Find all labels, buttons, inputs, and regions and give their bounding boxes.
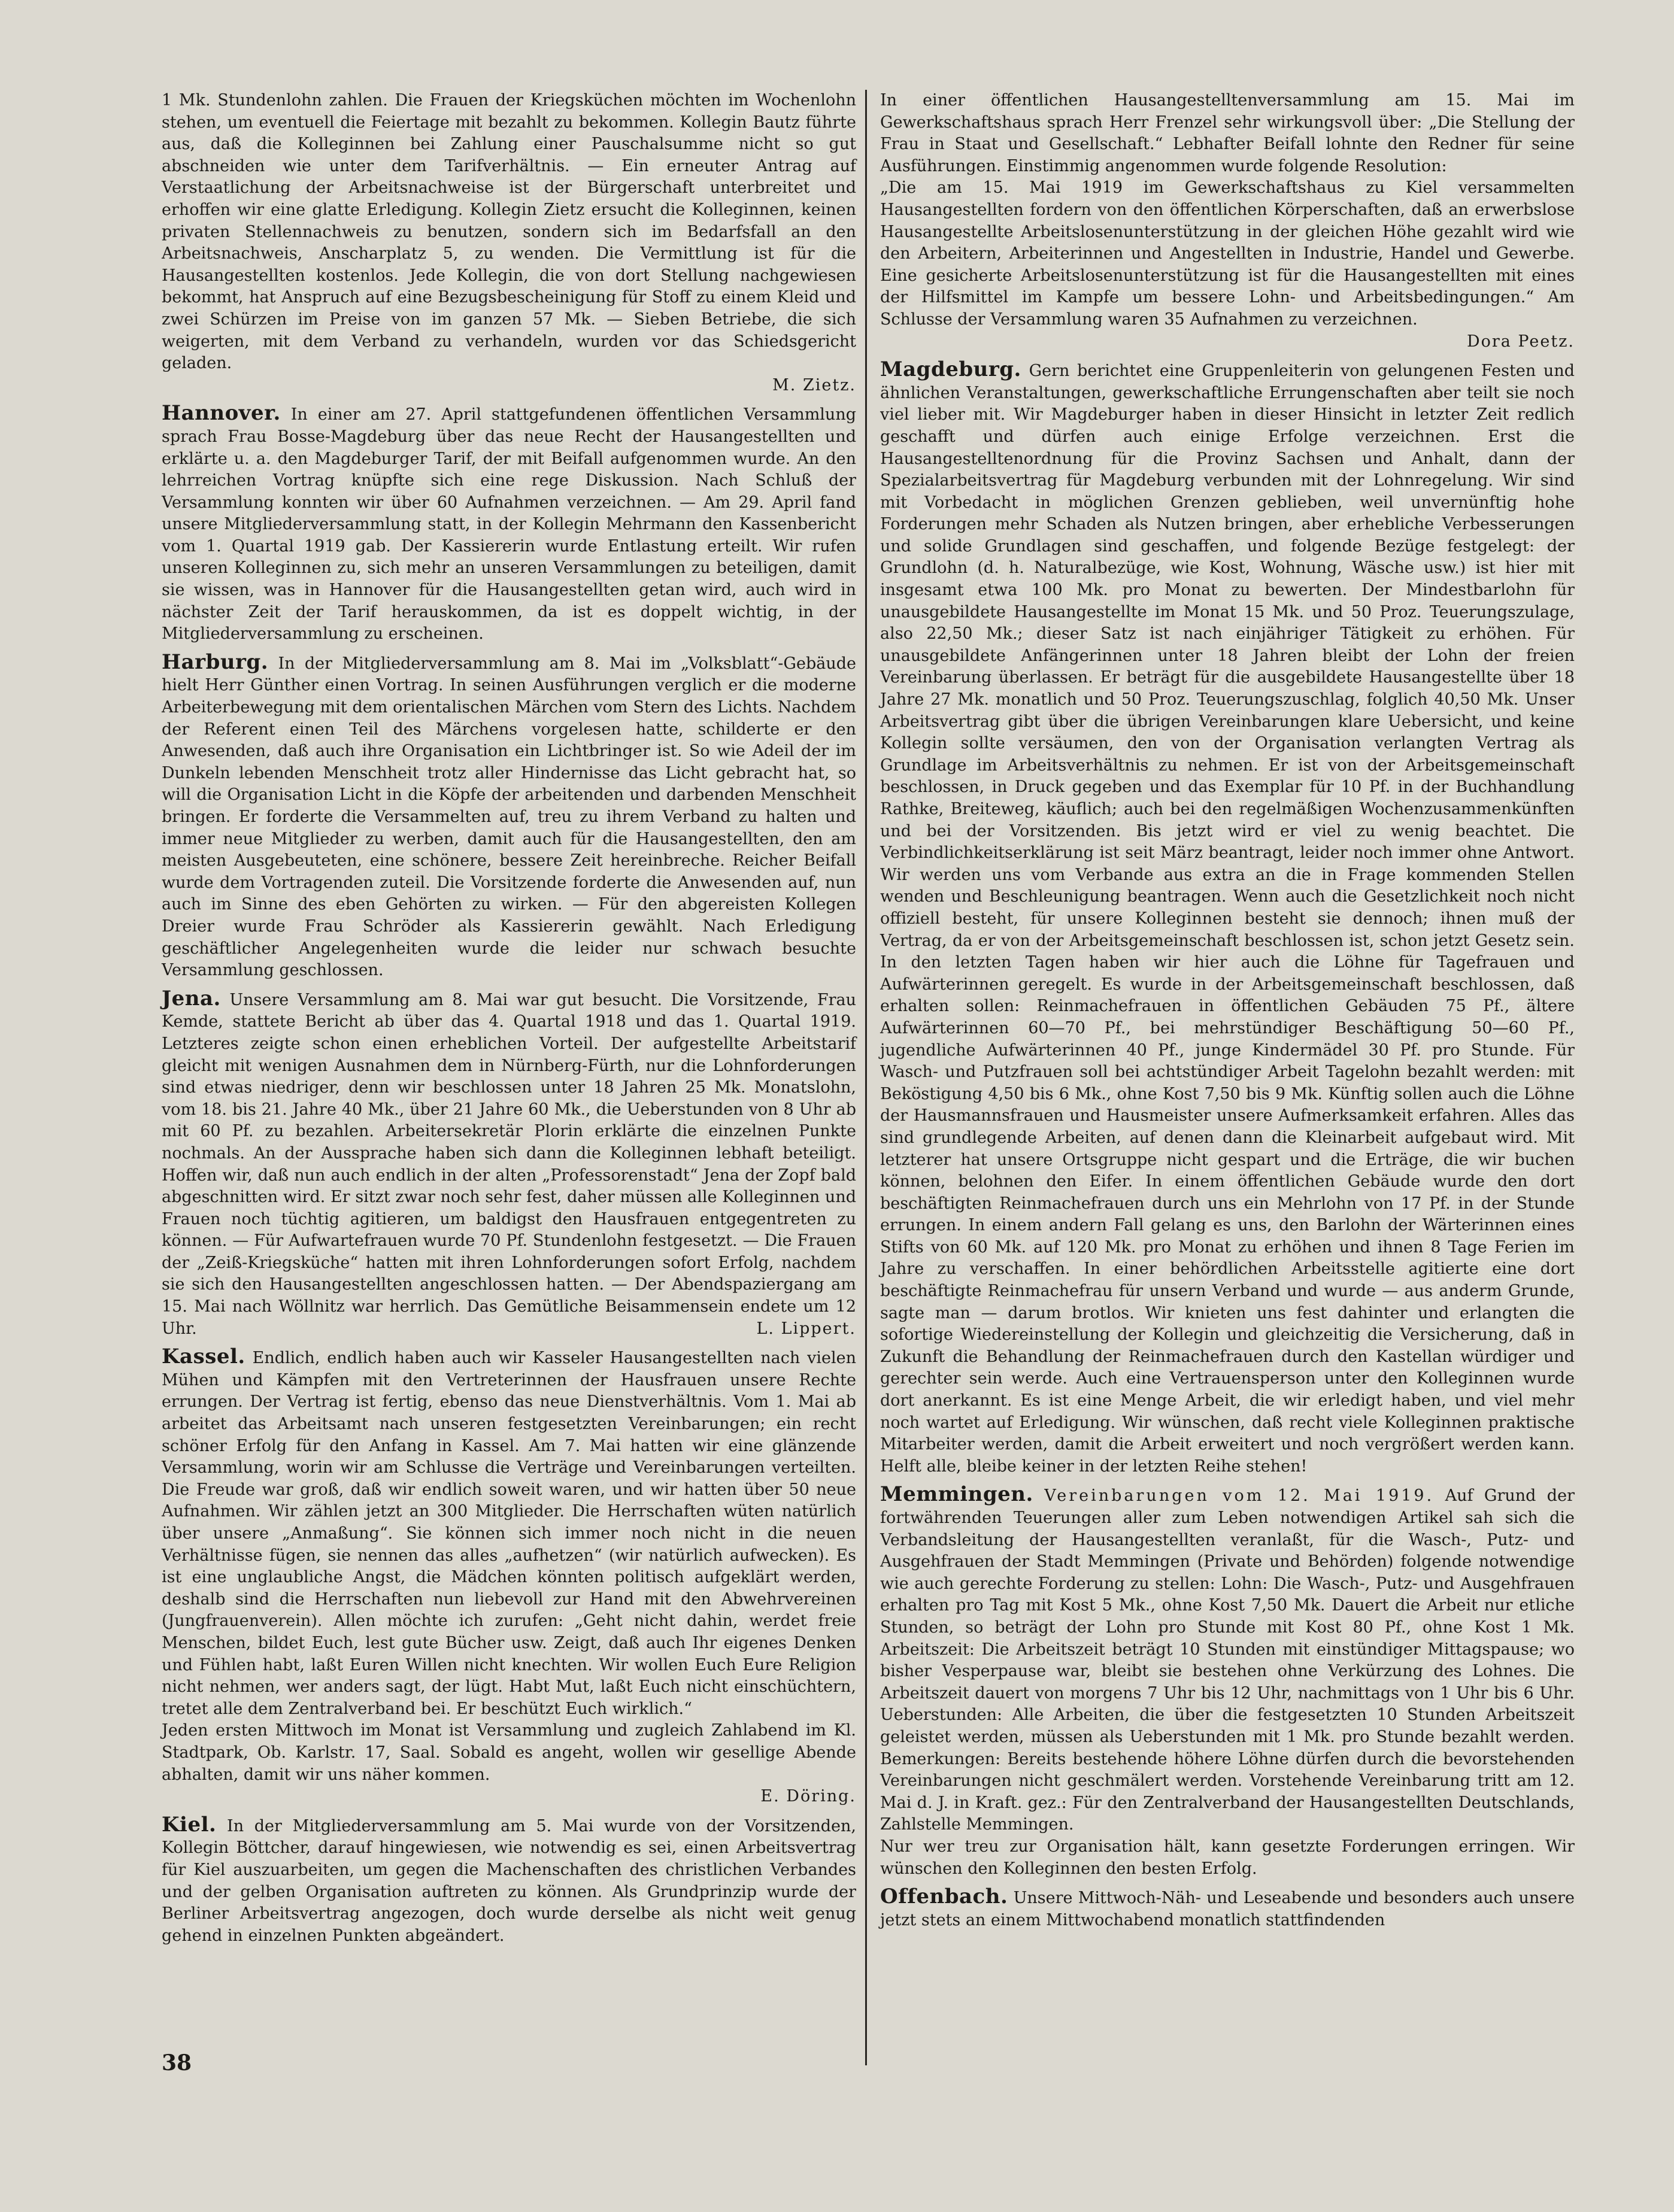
- article-heading: Kiel.: [162, 1812, 217, 1837]
- article-heading: Kassel.: [162, 1345, 245, 1369]
- article-text: Endlich, endlich haben auch wir Kasseler Hausangestellten nach vielen Mühen und Kämpfen mit den Vertreterinnen der Hausfrauen unsere Rechte errungen. Der Vertrag ist fertig, ebenso das neue Dienstverhältnis. Vom 1. Mai ab arbeitet das Arbeitsamt nach unseren festgesetzten Vereinbarungen; ein recht schöner Erfolg für den Anfang in Kassel. Am 7. Mai hatten wir eine glänzende Versammlung, worin wir am Schlusse die Verträge und Vereinbarungen verteilten. Die Freude war groß, daß wir endlich soweit waren, und wir hatten über 50 neue Aufnahmen. Wir zählen jetzt an 300 Mitglieder. Die Herrschaften wüten natürlich über unsere „Anmaßung“. Sie können sich immer noch nicht in die neuen Verhältnisse fügen, sie nennen das alles „aufhetzen“ (wir natürlich aufwecken). Es ist eine unglaubliche Angst, die Mädchen könnten politisch aufgeklärt werden, deshalb sind die Herrschaften nun liebevoll zur Hand mit den Abwehrvereinen (Jungfrauenverein). Allen möchte ich zurufen: „Geht nicht dahin, werdet freie Menschen, bildet Euch, lest gute Bücher usw. Zeigt, daß auch Ihr eigenes Denken und Fühlen habt, laßt Euren Willen nicht knechten. Wir wollen Euch Eure Religion nicht nehmen, wer anders sagt, der lügt. Habt Mut, laßt Euch nicht einschüchtern, tretet alle dem Zentralverband bei. Er beschützt Euch wirklich.“: [162, 1349, 856, 1718]
- left-column: [162, 90, 856, 1953]
- article-text: In einer öffentlichen Hausangestelltenversammlung am 15. Mai im Gewerkschaftshaus sprach Herr Frenzel sehr wirkungsvoll über: „Die Stellung der Frau in Staat und Gesellschaft.“ Lebhafter Beifall lohnte den Redner für seine Ausführungen. Einstimmig angenommen wurde folgende Resolution:: [880, 91, 1575, 175]
- author-signature: M. Zietz.: [772, 375, 856, 395]
- article-text: Nur wer treu zur Organisation hält, kann gesetzte Forderungen erringen. Wir wünschen den Kolleginnen den besten Erfolg.: [880, 1837, 1575, 1878]
- article-hamburg-continued: [162, 90, 856, 396]
- page-number: 38: [162, 2050, 192, 2076]
- article-offenbach: [880, 1886, 1575, 1931]
- article-heading: Jena.: [162, 986, 221, 1011]
- article-kassel: [162, 1346, 856, 1807]
- resolution-text: „Die am 15. Mai 1919 im Gewerkschaftshaus zu Kiel versammelten Hausangestellten fordern von den öffentlichen Körperschaften, daß an erwerbslose Hausangestellte Arbeitslosenunterstützung in der gleichen Höhe gezahlt wird wie den Arbeitern, Arbeiterinnen und Angestellten in Industrie, Handel und Gewerbe. Eine gesicherte Arbeitslosenunterstützung ist für die Hausangestellten mit eines der Hilfsmittel im Kampfe um bessere Lohn- und Arbeitsbedingungen.“ Am Schlusse der Versammlung waren 35 Aufnahmen zu verzeichnen.: [880, 178, 1575, 329]
- article-harburg: [162, 651, 856, 982]
- article-heading: Memmingen.: [880, 1482, 1033, 1507]
- article-heading: Magdeburg.: [880, 357, 1021, 382]
- article-heading: Hannover.: [162, 401, 281, 426]
- article-text: Jeden ersten Mittwoch im Monat ist Versammlung und zugleich Zahlabend im Kl. Stadtpark, Ob. Karlstr. 17, Saal. Sobald es angeht, wollen wir gesellige Abende abhalten, damit wir uns näher kommen.: [162, 1721, 856, 1784]
- right-column: [880, 90, 1575, 1937]
- article-heading: Offenbach.: [880, 1885, 1008, 1909]
- article-text: Unsere Mittwoch-Näh- und Leseabende und besonders auch unsere jetzt stets an einem Mittwochabend monatlich stattfindenden: [880, 1889, 1575, 1929]
- article-text: In der Mitgliederversammlung am 8. Mai im „Volksblatt“-Gebäude hielt Herr Günther einen Vortrag. In seinen Ausführungen verglich er die moderne Arbeiterbewegung mit dem orientalischen Märchen vom Stern des Lichts. Nachdem der Referent einen Teil des Märchens vorgelesen hatte, schilderte er den Anwesenden, daß auch ihre Organisation ein Lichtbringer ist. So wie Adeil der im Dunkeln lebenden Menschheit trotz aller Hindernisse das Licht gebracht hat, so will die Organisation Licht in die Köpfe der arbeitenden und darbenden Menschheit bringen. Er forderte die Versammelten auf, treu zu ihrem Verband zu halten und immer neue Mitglieder zu werben, damit auch für die Hausangestellten, den am meisten Ausgebeuteten, eine schönere, bessere Zeit hereinbreche. Reicher Beifall wurde dem Vortragenden zuteil. Die Vorsitzende forderte die Anwesenden auf, nun auch im Sinne des eben Gehörten zu wirken. — Für den abgereisten Kollegen Dreier wurde Frau Schröder als Kassiererin gewählt. Nach Erledigung geschäftlicher Angelegenheiten wurde die leider nur schwach besuchte Versammlung geschlossen.: [162, 654, 856, 980]
- article-text: In der Mitgliederversammlung am 5. Mai wurde von der Vorsitzenden, Kollegin Böttcher, darauf hingewiesen, wie notwendig es sei, einen Arbeitsvertrag für Kiel auszuarbeiten, um gegen die Machenschaften des christlichen Verbandes und der gelben Organisation auftreten zu können. Als Grundprinzip wurde der Berliner Arbeitsvertrag angezogen, doch wurde derselbe als nicht weit genug gehend in einzelnen Punkten abgeändert.: [162, 1816, 856, 1945]
- article-jena: [162, 988, 856, 1340]
- article-kiel: [162, 1814, 856, 1947]
- column-divider: [865, 90, 867, 2065]
- article-kiel-continued: [880, 90, 1575, 353]
- article-memmingen: [880, 1483, 1575, 1880]
- article-text: Gern berichtet eine Gruppenleiterin von gelungenen Festen und ähnlichen Veranstaltungen, gewerkschaftliche Errungenschaften aber teilt sie noch viel lieber mit. Wir Magdeburger haben in dieser Hinsicht in letzter Zeit redlich geschafft und dürfen auch einige Erfolge verzeichnen. Erst die Hausangestelltenordnung für die Provinz Sachsen und Anhalt, dann der Spezialarbeitsvertrag für Magdeburg verbunden mit der Lohnregelung. Wir sind mit Vorbedacht in möglichen Grenzen geblieben, weil unvernünftig hohe Forderungen mehr Schaden als Nutzen bringen, aber erhebliche Verbesserungen und solide Grundlagen sind geschaffen, und folgende Bezüge festgelegt: der Grundlohn (d. h. Naturalbezüge, wie Kost, Wohnung, Wäsche usw.) ist hier mit insgesamt etwa 100 Mk. pro Monat zu bewerten. Der Mindestbarlohn für unausgebildete Hausangestellte im Monat 15 Mk. und 50 Proz. Teuerungszulage, also 22,50 Mk.; dieser Satz ist nach einjähriger Tätigkeit zu erhöhen. Für unausgebildete Anfängerinnen unter 18 Jahren bleibt der Lohn der freien Vereinbarung überlassen. Er beträgt für die ausgebildete Hausangestellte über 18 Jahre 27 Mk. monatlich und 50 Proz. Teuerungszuschlag, folglich 40,50 Mk. Unser Arbeitsvertrag gibt über die übrigen Vereinbarungen klare Uebersicht, und keine Kollegin sollte versäumen, den von der Organisation verlangten Vertrag als Grundlage im Arbeitsverhältnis zu nehmen. Er ist von der Arbeitsgemeinschaft beschlossen, in Druck gegeben und das Exemplar für 10 Pf. in der Buchhandlung Rathke, Breiteweg, käuflich; auch bei den regelmäßigen Wochenzusammenkünften und bei der Vorsitzenden. Bis jetzt wird er viel zu wenig beachtet. Die Verbindlichkeitserklärung ist seit März beantragt, leider noch immer ohne Antwort. Wir werden uns vom Verbande aus extra an die in Frage kommenden Stellen wenden und Beschleunigung beantragen. Wenn auch die Gesetzlichkeit noch nicht offiziell besteht, für unsere Kolleginnen besteht sie dennoch; ihnen muß der Vertrag, da er von der Arbeitsgemeinschaft beschlossen ist, schon jetzt Gesetz sein. In den letzten Tagen haben wir hier auch die Löhne für Tagefrauen und Aufwärterinnen geregelt. Es wurde in der Arbeitsgemeinschaft beschlossen, daß erhalten sollen: Reinmachefrauen in öffentlichen Gebäuden 75 Pf., ältere Aufwärterinnen 60—70 Pf., bei mehrstündiger Beschäftigung 50—60 Pf., jugendliche Aufwärterinnen 40 Pf., junge Kindermädel 30 Pf. pro Stunde. Für Wasch- und Putzfrauen soll bei achtstündiger Arbeit Tagelohn bezahlt werden: mit Beköstigung 4,50 bis 6 Mk., ohne Kost 7,50 bis 9 Mk. Künftig sollen auch die Löhne der Hausmannsfrauen und Hausmeister unsere Aufmerksamkeit erfahren. Alles das sind grundlegende Arbeiten, auf denen dann die Kleinarbeit aufgebaut wird. Mit letzterer hat unsere Ortsgruppe nicht gespart und die Erträge, die wir buchen können, belohnen den Eifer. In einem öffentlichen Gebäude wurde den dort beschäftigten Reinmachefrauen durch uns ein Mehrlohn von 17 Pf. in der Stunde errungen. In einem andern Fall gelang es uns, den Barlohn der Wärterinnen eines Stifts von 60 Mk. auf 120 Mk. pro Monat zu erhöhen und ihnen 8 Tage Ferien im Jahre zu verschaffen. In einer behördlichen Arbeitsstelle agitierte eine dort beschäftigte Reinmachefrau für unsern Verband und wurde — aus anderm Grunde, sagte man — darum brotlos. Wir knieten uns fest dahinter und erlangten die sofortige Wiedereinstellung der Kollegin und gleichzeitig die Versicherung, daß in Zukunft die Behandlung der Reinmachefrauen durch den Kastellan würdiger und gerechter sein werde. Auch eine Vertrauensperson unter den Kolleginnen wurde dort anerkannt. Es ist eine Menge Arbeit, die wir erledigt haben, und viel mehr noch wartet auf Erledigung. Wir wünschen, daß recht viele Kolleginnen praktische Mitarbeiter werden, damit die Arbeit erweitert und noch vergrößert werden kann. Helft alle, bleibe keiner in der letzten Reihe stehen!: [880, 362, 1575, 1476]
- article-subheading: Vereinbarungen vom 12. Mai 1919.: [1044, 1486, 1435, 1506]
- article-text: 1 Mk. Stundenlohn zahlen. Die Frauen der Kriegsküchen möchten im Wochenlohn stehen, um eventuell die Feiertage mit bezahlt zu bekommen. Kollegin Bautz führte aus, daß die Kolleginnen bei Zahlung einer Pauschalsumme nicht so gut abschneiden wie unter dem Tarifverhältnis. — Ein erneuter Antrag auf Verstaatlichung der Arbeitsnachweise ist der Bürgerschaft unterbreitet und erhoffen wir eine glatte Erledigung. Kollegin Zietz ersucht die Kolleginnen, keinen privaten Stellennachweis zu benutzen, sondern sich im Bedarfsfall an den Arbeitsnachweis, Anscharplatz 5, zu wenden. Die Vermittlung ist für die Hausangestellten kostenlos. Jede Kollegin, die von dort Stellung nachgewiesen bekommt, hat Anspruch auf eine Bezugsbescheinigung für Stoff zu einem Kleid und zwei Schürzen im Preise von im ganzen 57 Mk. — Sieben Betriebe, die sich weigerten, mit dem Verband zu verhandeln, wurden vor das Schiedsgericht geladen.: [162, 91, 856, 373]
- author-signature: L. Lippert.: [756, 1319, 856, 1338]
- article-hannover: [162, 402, 856, 645]
- author-signature: Dora Peetz.: [1466, 332, 1575, 351]
- article-magdeburg: [880, 359, 1575, 1477]
- author-signature: E. Döring.: [760, 1787, 856, 1806]
- article-heading: Harburg.: [162, 650, 269, 674]
- article-text: Unsere Versammlung am 8. Mai war gut besucht. Die Vorsitzende, Frau Kemde, stattete Bericht ab über das 4. Quartal 1918 und das 1. Quartal 1919. Letzteres zeigte schon einen erheblichen Vorteil. Der aufgestellte Arbeitstarif gleicht mit wenigen Ausnahmen dem in Nürnberg-Fürth, nur die Lohnforderungen sind etwas niedriger, denn wir beschlossen unter 18 Jahren 25 Mk. Monatslohn, vom 18. bis 21. Jahre 40 Mk., über 21 Jahre 60 Mk., die Ueberstunden von 8 Uhr ab mit 60 Pf. zu bezahlen. Arbeitersekretär Plorin erklärte die einzelnen Punkte nochmals. An der Aussprache haben sich dann die Kolleginnen lebhaft beteiligt. Hoffen wir, daß nun auch endlich in der alten „Professorenstadt“ Jena der Zopf bald abgeschnitten wird. Er sitzt zwar noch sehr fest, daher müssen alle Kolleginnen und Frauen noch tüchtig agitieren, um baldigst den Hausfrauen entgegentreten zu können. — Für Aufwartefrauen wurde 70 Pf. Stundenlohn festgesetzt. — Die Frauen der „Zeiß-Kriegsküche“ hatten mit ihren Lohnforderungen sofort Erfolg, nachdem sie sich den Hausangestellten angeschlossen hatten. — Der Abendspaziergang am 15. Mai nach Wöllnitz war herrlich. Das Gemütliche Beisammensein endete um 12 Uhr.: [162, 990, 856, 1338]
- article-text: In einer am 27. April stattgefundenen öffentlichen Versammlung sprach Frau Bosse-Magdeburg über das neue Recht der Hausangestellten und erklärte u. a. den Magdeburger Tarif, der mit Beifall aufgenommen wurde. An den lehrreichen Vortrag knüpfte sich eine rege Diskussion. Nach Schluß der Versammlung konnten wir über 60 Aufnahmen verzeichnen. — Am 29. April fand unsere Mitgliederversammlung statt, in der Kollegin Mehrmann den Kassenbericht vom 1. Quartal 1919 gab. Der Kassiererin wurde Entlastung erteilt. Wir rufen unseren Kolleginnen zu, sich mehr an unseren Versammlungen zu beteiligen, damit sie wissen, was in Hannover für die Hausangestellten getan wird, auch wird in nächster Zeit der Tarif herauskommen, da ist es doppelt wichtig, in der Mitgliederversammlung zu erscheinen.: [162, 405, 856, 644]
- article-text: Auf Grund der fortwährenden Teuerungen aller zum Leben notwendigen Artikel sah sich die Verbandsleitung der Hausangestellten veranlaßt, für die Wasch-, Putz- und Ausgehfrauen der Stadt Memmingen (Private und Behörden) folgende notwendige wie auch gerechte Forderung zu stellen: Lohn: Die Wasch-, Putz- und Ausgehfrauen erhalten pro Tag mit Kost 5 Mk., ohne Kost 7,50 Mk. Dauert die Arbeit nur etliche Stunden, so beträgt der Lohn pro Stunde mit Kost 80 Pf., ohne Kost 1 Mk. Arbeitszeit: Die Arbeitszeit beträgt 10 Stunden mit einstündiger Mittagspause; wo bisher Vesperpause war, bleibt sie bestehen ohne Verkürzung des Lohnes. Die Arbeitszeit dauert von morgens 7 Uhr bis 12 Uhr, nachmittags von 1 Uhr bis 6 Uhr. Ueberstunden: Alle Arbeiten, die über die festgesetzten 10 Stunden Arbeitszeit geleistet werden, müssen als Ueberstunden mit 1 Mk. pro Stunde bezahlt werden. Bemerkungen: Bereits bestehende höhere Löhne dürfen durch die bevorstehenden Vereinbarungen nicht geschmälert werden. Vorstehende Vereinbarung tritt am 12. Mai d. J. in Kraft. gez.: Für den Zentralverband der Hausangestellten Deutschlands, Zahlstelle Memmingen.: [880, 1486, 1575, 1834]
